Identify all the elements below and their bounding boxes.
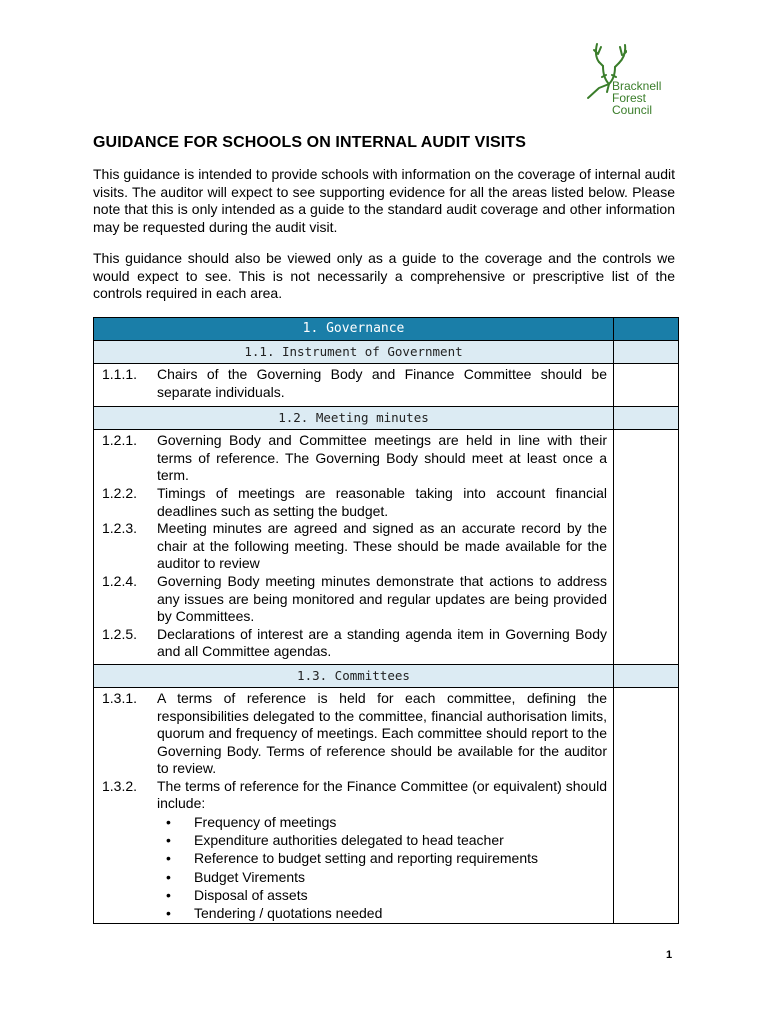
item-number: 1.3.1. xyxy=(102,689,138,706)
checklist-item xyxy=(94,626,613,661)
check-cell xyxy=(614,407,679,430)
subsection-items-row xyxy=(94,364,679,407)
bullet-text: Tendering / quotations needed xyxy=(194,905,383,922)
subsection-header xyxy=(94,407,679,430)
bullet-item xyxy=(94,831,613,849)
bullet-icon: • xyxy=(166,905,171,922)
bullet-item xyxy=(94,886,613,904)
item-text: A terms of reference is held for each committee, defining the responsibilities delegated to the committee, financial authorisation limits, quorum and frequency of meetings. Each committee should report to the Governing Body. Terms of reference should be available for the auditor to review. xyxy=(157,689,607,777)
check-cell xyxy=(614,341,679,364)
item-text: Chairs of the Governing Body and Finance Committee should be separate individuals. xyxy=(157,366,607,400)
subsection-items-row xyxy=(94,687,679,923)
bullet-item xyxy=(94,868,613,886)
bullet-text: Expenditure authorities delegated to head teacher xyxy=(194,832,504,849)
audit-checklist-table xyxy=(93,317,679,924)
logo-text-line3: Council xyxy=(612,103,653,117)
checklist-item xyxy=(94,573,613,626)
check-cell xyxy=(614,318,679,341)
item-number: 1.2.5. xyxy=(102,625,138,642)
subsection-title: 1.1. Instrument of Government xyxy=(94,341,614,364)
logo-text-line2: Forest xyxy=(612,91,647,105)
checklist-item xyxy=(94,485,613,520)
bullet-icon: • xyxy=(166,814,171,831)
bullet-item xyxy=(94,849,613,867)
checklist-item xyxy=(94,366,613,401)
bullet-icon: • xyxy=(166,832,171,849)
intro-paragraph-2: This guidance should also be viewed only as a guide to the coverage and the controls we would expect to see. This is not necessarily a comprehensive or prescriptive list of the controls required in each area. xyxy=(93,250,675,302)
item-number: 1.3.2. xyxy=(102,777,138,794)
bullet-text: Disposal of assets xyxy=(194,886,308,903)
bullet-icon: • xyxy=(166,886,171,903)
item-text: Declarations of interest are a standing agenda item in Governing Body and all Committee agendas. xyxy=(157,625,607,660)
bullet-item xyxy=(94,813,613,831)
subsection-title: 1.3. Committees xyxy=(94,664,614,687)
bullet-icon: • xyxy=(166,850,171,867)
item-text: Meeting minutes are agreed and signed as an accurate record by the chair at the following meeting. These should be made available for the auditor to review xyxy=(157,520,607,572)
bullet-text: Reference to budget setting and reporting requirements xyxy=(194,850,538,867)
intro-paragraph-1: This guidance is intended to provide schools with information on the coverage of internal audit visits. The auditor will expect to see supporting evidence for all the areas listed below. Please note that this is only intended as a guide to the standard audit coverage and other information may be requested during the audit visit. xyxy=(93,166,675,235)
bullet-item xyxy=(94,904,613,922)
checklist-item xyxy=(94,432,613,485)
logo-text-line1: Bracknell xyxy=(612,79,662,93)
item-text: Governing Body and Committee meetings are held in line with their terms of reference. The Governing Body should meet at least once a term. xyxy=(157,432,607,484)
subsection-title: 1.2. Meeting minutes xyxy=(94,407,614,430)
subsection-items-row xyxy=(94,430,679,665)
bullet-text: Budget Virements xyxy=(194,868,306,885)
page-number: 1 xyxy=(666,949,673,961)
check-cell xyxy=(614,687,679,923)
section-header-governance xyxy=(94,318,679,341)
checklist-item xyxy=(94,690,613,778)
check-cell xyxy=(614,364,679,407)
item-number: 1.2.3. xyxy=(102,520,138,537)
item-number: 1.1.1. xyxy=(102,366,138,382)
page-title: GUIDANCE FOR SCHOOLS ON INTERNAL AUDIT VISITS xyxy=(93,134,526,151)
bullet-text: Frequency of meetings xyxy=(194,814,337,831)
item-number: 1.2.4. xyxy=(102,572,138,589)
checklist-item xyxy=(94,520,613,573)
item-text: Governing Body meeting minutes demonstrate that actions to address any issues are being monitored and regular updates are being provided by Committees. xyxy=(157,572,607,625)
subsection-header xyxy=(94,664,679,687)
item-text: The terms of reference for the Finance Committee (or equivalent) should include: xyxy=(157,777,607,812)
item-text: Timings of meetings are reasonable taking into account financial deadlines such as setting the budget. xyxy=(157,484,607,519)
subsection-header xyxy=(94,341,679,364)
council-logo xyxy=(585,40,680,122)
bullet-icon: • xyxy=(166,868,171,885)
check-cell xyxy=(614,430,679,665)
check-cell xyxy=(614,664,679,687)
checklist-item xyxy=(94,778,613,813)
section-title: 1. Governance xyxy=(94,318,614,341)
item-number: 1.2.1. xyxy=(102,432,138,449)
item-number: 1.2.2. xyxy=(102,484,138,501)
